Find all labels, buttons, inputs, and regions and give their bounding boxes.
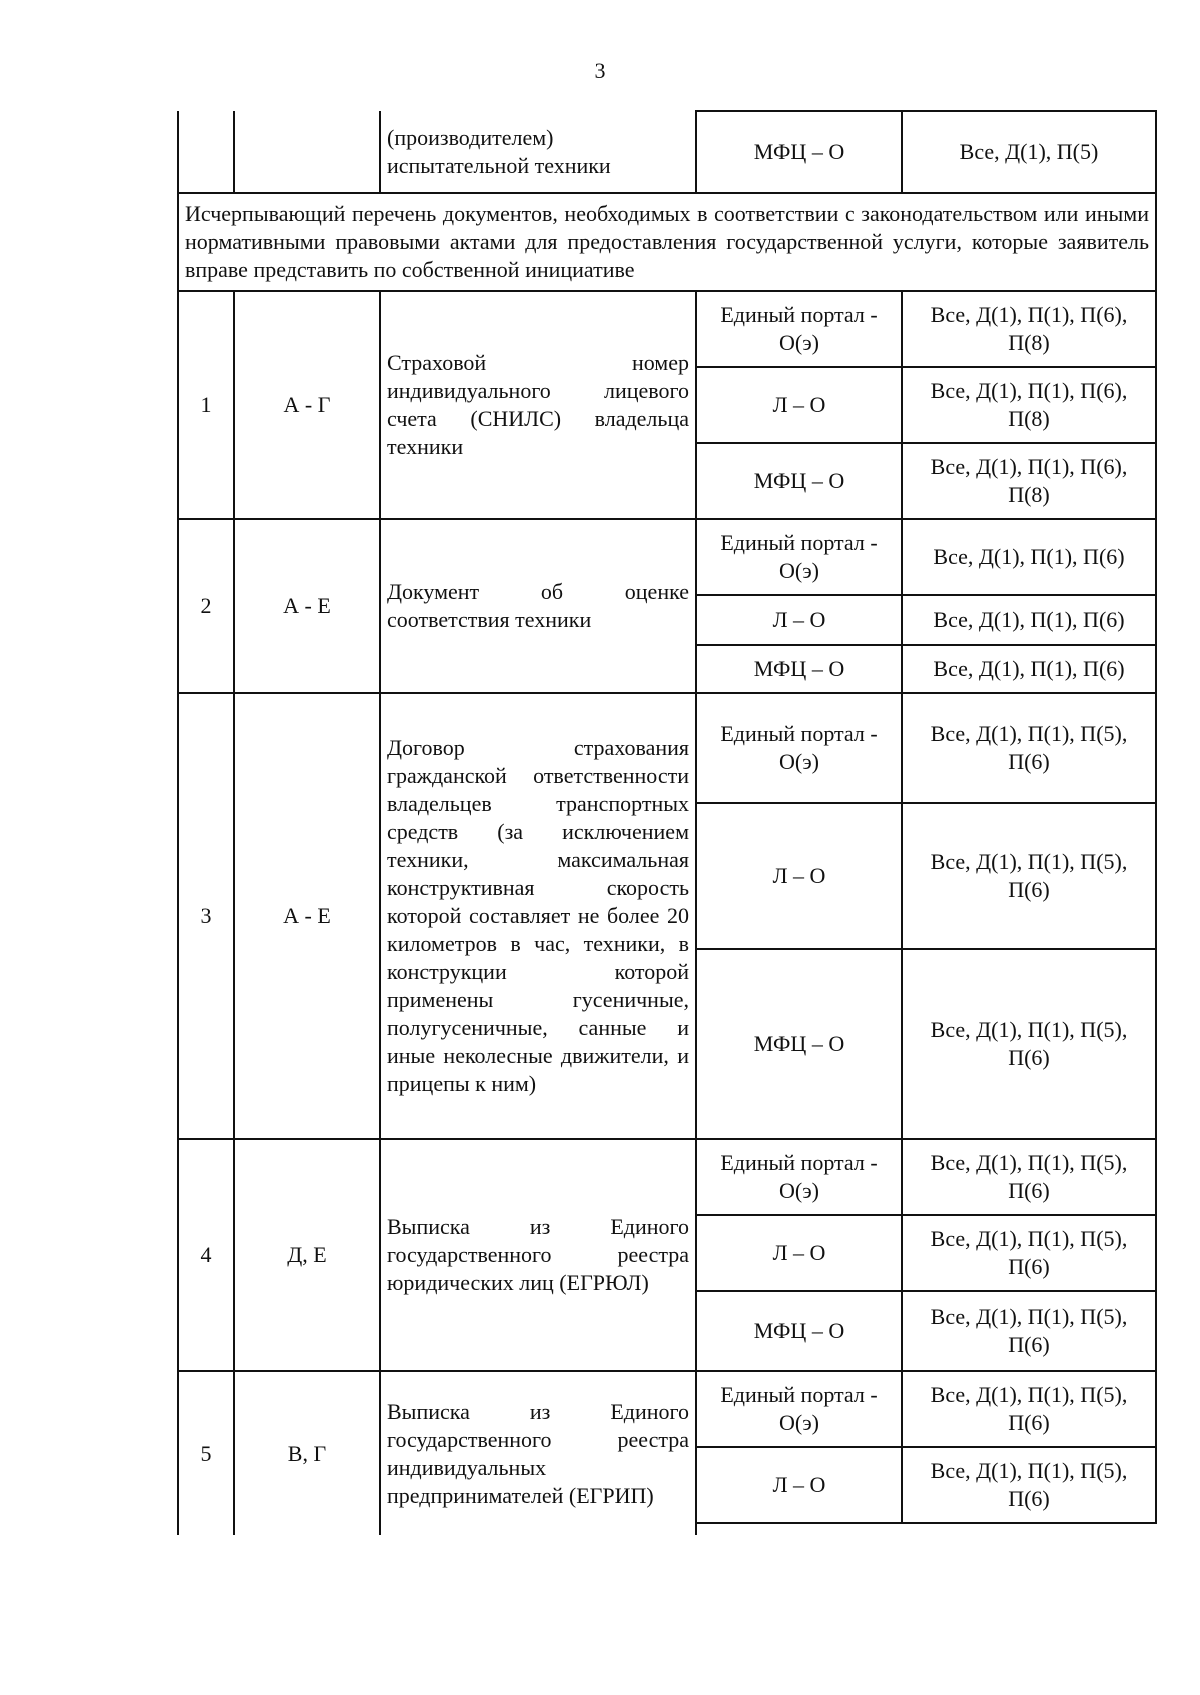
applicant-categories: Все, Д(1), П(1), П(5), П(6) bbox=[902, 803, 1156, 949]
submission-channel: Л – О bbox=[696, 367, 902, 443]
row-number: 3 bbox=[178, 693, 234, 1139]
applicant-categories: Все, Д(1), П(1), П(5), П(6) bbox=[902, 1139, 1156, 1215]
applicant-categories: Все, Д(1), П(1), П(6) bbox=[902, 645, 1156, 693]
row-number: 5 bbox=[178, 1371, 234, 1535]
table-row bbox=[178, 519, 1156, 595]
continuation-row bbox=[178, 111, 1156, 193]
empty-tail bbox=[696, 1523, 1156, 1535]
submission-channel: Единый портал - О(э) bbox=[696, 693, 902, 803]
applicant-categories: Все, Д(1), П(1), П(6), П(8) bbox=[902, 291, 1156, 367]
row-number-cell bbox=[178, 111, 234, 193]
submission-channel: МФЦ – О bbox=[696, 1291, 902, 1371]
applicant-categories: Все, Д(1), П(1), П(5), П(6) bbox=[902, 1371, 1156, 1447]
applicant-categories: Все, Д(1), П(1), П(6) bbox=[902, 519, 1156, 595]
submission-channel: Л – О bbox=[696, 1215, 902, 1291]
applicant-categories: Все, Д(1), П(1), П(5), П(6) bbox=[902, 1447, 1156, 1523]
submission-channel: Единый портал - О(э) bbox=[696, 1139, 902, 1215]
documents-table bbox=[177, 110, 1157, 1535]
table-row bbox=[178, 1139, 1156, 1215]
page-number: 3 bbox=[594, 58, 606, 83]
submission-channel: Единый портал - О(э) bbox=[696, 291, 902, 367]
table-row bbox=[178, 291, 1156, 367]
document-name: Выписка из Единого государственного реестра индивидуальных предпринимателей (ЕГРИП) bbox=[380, 1371, 696, 1535]
document-name: Договор страхования гражданской ответственности владельцев транспортных средств (за исключением техники, максимальная конструктивная скорость которой составляет не более 20 километров в час, техники, в конструкции которой применены гусеничные, полугусеничные, санные и иные неколесные движители, и прицепы к ним) bbox=[380, 693, 696, 1139]
document-name: Документ об оценке соответствия техники bbox=[380, 519, 696, 693]
applicant-categories: Все, Д(1), П(1), П(6), П(8) bbox=[902, 367, 1156, 443]
submission-channel: МФЦ – О bbox=[696, 443, 902, 519]
applicant-categories: Все, Д(1), П(1), П(5), П(6) bbox=[902, 693, 1156, 803]
submission-channel: Единый портал - О(э) bbox=[696, 519, 902, 595]
submission-channel: МФЦ – О bbox=[696, 949, 902, 1139]
applicant-categories: Все, Д(1), П(5) bbox=[902, 111, 1156, 193]
row-number: 1 bbox=[178, 291, 234, 519]
row-number: 4 bbox=[178, 1139, 234, 1371]
submission-channel: Единый портал - О(э) bbox=[696, 1371, 902, 1447]
submission-channel: МФЦ – О bbox=[696, 645, 902, 693]
applicant-categories: Все, Д(1), П(1), П(6), П(8) bbox=[902, 443, 1156, 519]
table-row bbox=[178, 693, 1156, 803]
categories: Д, Е bbox=[234, 1139, 380, 1371]
applicant-categories: Все, Д(1), П(1), П(5), П(6) bbox=[902, 1215, 1156, 1291]
submission-channel: МФЦ – О bbox=[696, 111, 902, 193]
applicant-categories: Все, Д(1), П(1), П(5), П(6) bbox=[902, 949, 1156, 1139]
document-name: Страховой номер индивидуального лицевого счета (СНИЛС) владельца техники bbox=[380, 291, 696, 519]
applicant-categories: Все, Д(1), П(1), П(6) bbox=[902, 595, 1156, 645]
categories: А - Г bbox=[234, 291, 380, 519]
table-row bbox=[178, 1371, 1156, 1447]
categories-cell bbox=[234, 111, 380, 193]
categories: А - Е bbox=[234, 693, 380, 1139]
section-header: Исчерпывающий перечень документов, необходимых в соответствии с законодательством или иными нормативными правовыми актами для предоставления государственной услуги, которые заявитель вправе представить по собственной инициативе bbox=[178, 193, 1156, 291]
categories: В, Г bbox=[234, 1371, 380, 1535]
applicant-categories: Все, Д(1), П(1), П(5), П(6) bbox=[902, 1291, 1156, 1371]
document-name: Выписка из Единого государственного реестра юридических лиц (ЕГРЮЛ) bbox=[380, 1139, 696, 1371]
document-name: (производителем) испытательной техники bbox=[380, 111, 696, 193]
categories: А - Е bbox=[234, 519, 380, 693]
submission-channel: Л – О bbox=[696, 1447, 902, 1523]
section-header-row bbox=[178, 193, 1156, 291]
row-number: 2 bbox=[178, 519, 234, 693]
submission-channel: Л – О bbox=[696, 595, 902, 645]
submission-channel: Л – О bbox=[696, 803, 902, 949]
